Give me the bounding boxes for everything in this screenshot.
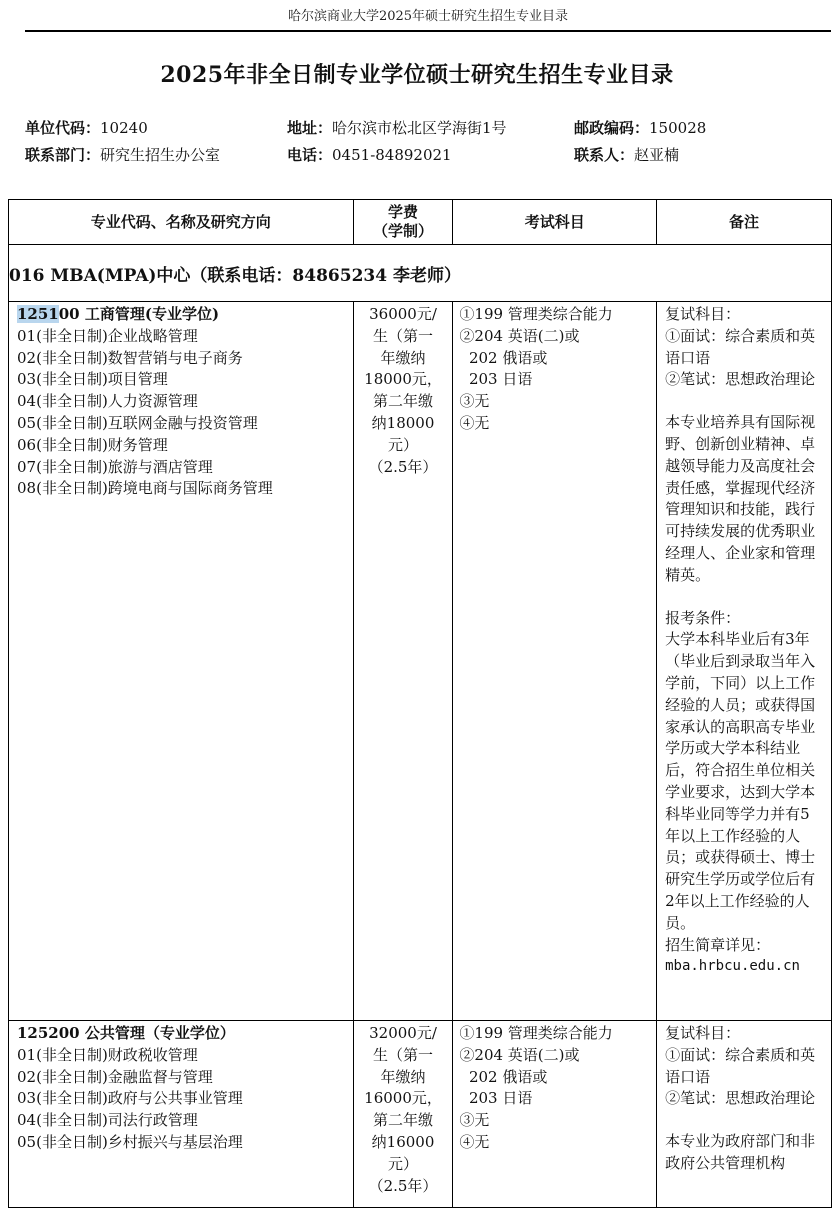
header-fee: 学费 （学制） (353, 200, 453, 245)
header-exam: 考试科目 (453, 200, 657, 245)
direction-item: 02(非全日制)金融监督与管理 (17, 1067, 213, 1086)
brochure-url: mba.hrbcu.edu.cn (665, 958, 800, 975)
contact-person: 联系人：赵亚楠 (574, 146, 680, 164)
running-header: 哈尔滨商业大学2025年硕士研究生招生专业目录 (25, 0, 831, 32)
exam-cell: ①199 管理类综合能力 ②204 英语(二)或 202 俄语或 203 日语 ③无 ④无 (453, 1021, 657, 1208)
direction-item: 07(非全日制)旅游与酒店管理 (17, 457, 213, 476)
phone: 电话：0451-84892021 (287, 146, 452, 164)
table-row (9, 302, 832, 1021)
page-title: 2025年非全日制专业学位硕士研究生招生专业目录 (160, 62, 674, 88)
direction-item: 04(非全日制)司法行政管理 (17, 1111, 198, 1130)
address: 地址：哈尔滨市松北区学海街1号 (287, 119, 507, 137)
direction-item: 04(非全日制)人力资源管理 (17, 392, 198, 411)
header-notes: 备注 (657, 200, 832, 245)
program-name: 125100 工商管理(专业学位) (17, 305, 220, 323)
header-major: 专业代码、名称及研究方向 (9, 200, 354, 245)
program-cell (9, 302, 354, 1021)
department-title: 016 MBA(MPA)中心（联系电话：84865234 李老师） (9, 245, 832, 302)
direction-item: 01(非全日制)企业战略管理 (17, 326, 198, 345)
direction-item: 03(非全日制)项目管理 (17, 370, 168, 389)
direction-item: 05(非全日制)乡村振兴与基层治理 (17, 1132, 243, 1151)
exam-cell: ①199 管理类综合能力 ②204 英语(二)或 202 俄语或 203 日语 ③无 ④无 (453, 302, 657, 1021)
catalog-table (8, 199, 832, 1208)
unit-code: 单位代码：10240 (25, 119, 148, 137)
table-header-row (9, 200, 832, 245)
notes-cell: 复试科目： ①面试：综合素质和英语口语 ②笔试：思想政治理论 本专业培养具有国际视野、创新创业精神、卓越领导能力及高度社会责任感，掌握现代经济管理知识和技能，践行可持续发展的优秀职业经理人、企业家和管理精英。 报考条件： 大学本科毕业后有3年（毕业后到录取当年入学前，下同）以上工作经验的人员；或获得国家承认的高职高专毕业学历或大学本科结业后，符合招生单位相关学业要求，达到大学本科毕业同等学力并有5年以上工作经验的人员；或获得硕士、博士研究生学历或学位后有2年以上工作经验的人员。 招生简章详见： mba.hrbcu.edu.cn (657, 302, 832, 1021)
fee-cell: 36000元/ 生（第一 年缴纳 18000元， 第二年缴 纳18000 元） （2.5年） (353, 302, 453, 1021)
direction-item: 06(非全日制)财务管理 (17, 435, 168, 454)
direction-item: 08(非全日制)跨境电商与国际商务管理 (17, 479, 273, 498)
program-cell (9, 1021, 354, 1208)
department-row (9, 245, 832, 302)
direction-item: 03(非全日制)政府与公共事业管理 (17, 1089, 243, 1108)
notes-cell: 复试科目： ①面试：综合素质和英语口语 ②笔试：思想政治理论 本专业为政府部门和非政府公共管理机构 (657, 1021, 832, 1208)
postal-code: 邮政编码：150028 (574, 119, 707, 137)
program-name: 125200 公共管理（专业学位） (17, 1024, 235, 1042)
direction-item: 05(非全日制)互联网金融与投资管理 (17, 413, 258, 432)
direction-item: 02(非全日制)数智营销与电子商务 (17, 348, 243, 367)
direction-item: 01(非全日制)财政税收管理 (17, 1045, 198, 1064)
fee-cell: 32000元/ 生（第一 年缴纳 16000元， 第二年缴 纳16000 元） （2.5年） (353, 1021, 453, 1208)
contact-department: 联系部门：研究生招生办公室 (25, 146, 221, 164)
table-row (9, 1021, 832, 1208)
